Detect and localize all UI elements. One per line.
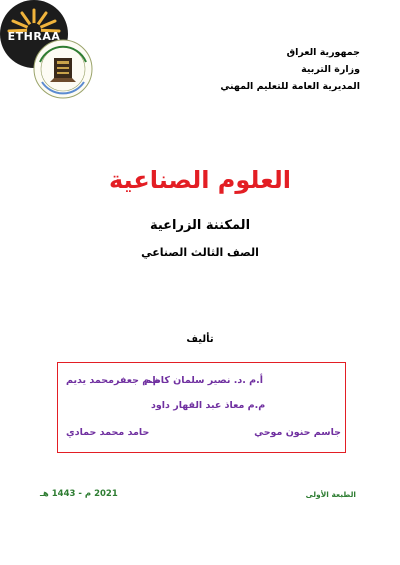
badge-label: ETHRAA (7, 29, 61, 43)
authors-box (57, 362, 346, 453)
grade-level: الصف الثالث الصناعي (141, 246, 259, 259)
ministry-header (220, 44, 360, 95)
author-2: م.م جعفرمحمد يديم (66, 375, 160, 386)
directorate-name: المديرية العامة للتعليم المهني (220, 81, 360, 92)
author-5: حامد محمد حمادي (66, 427, 150, 438)
book-subtitle: المكننة الزراعية (149, 218, 251, 233)
author-1: أ.م .د. نصير سلمان كاظم (144, 375, 263, 386)
book-title: العلوم الصناعية (108, 166, 291, 194)
publication-year: 2021 م - 1443 هـ (40, 489, 118, 499)
author-3: م.م معاذ عبد القهار داود (151, 400, 266, 411)
edition-label: الطبعة الأولى (305, 490, 356, 499)
ministry-name: وزارة التربية (301, 64, 360, 75)
country-name: جمهورية العراق (286, 47, 360, 58)
authorship-label: تأليف (186, 334, 214, 345)
ministry-logo (30, 38, 96, 100)
author-4: جاسم حنون موحي (254, 427, 341, 438)
